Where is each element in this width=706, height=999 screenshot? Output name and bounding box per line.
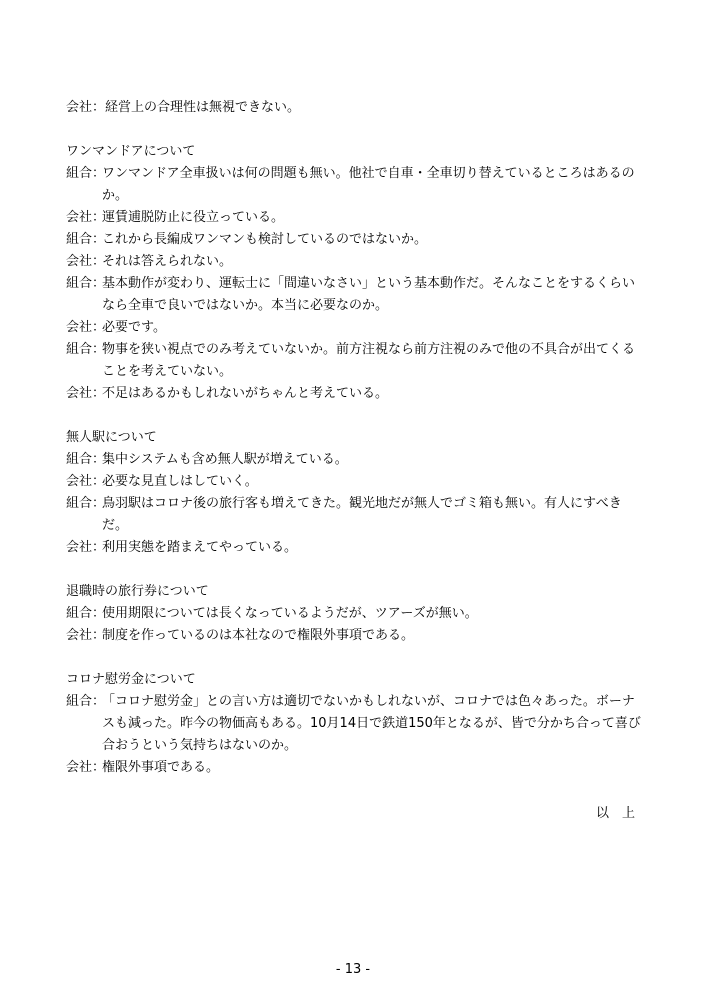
dialogue-entry	[66, 317, 646, 339]
speaker-label: 会社：	[66, 540, 106, 555]
statement-text: 経営上の合理性は無視できない。	[105, 100, 301, 115]
dialogue-entry	[66, 471, 646, 493]
statement-text: 運賃逋脱防止に役立っている。	[102, 210, 285, 225]
dialogue-entry	[66, 163, 646, 207]
statement-text: それは答えられない。	[102, 254, 233, 269]
speaker-label: 組合：	[66, 452, 106, 467]
dialogue-entry	[66, 603, 646, 625]
statement-text: 基本動作が変わり、運転士に「間違いなさい」という基本動作だ。そんなことをするくらいなら全車で良いではないか。本当に必要なのか。	[102, 276, 636, 313]
section-heading-unmanned-station: 無人駅について	[66, 430, 157, 445]
dialogue-entry	[66, 625, 646, 647]
dialogue-entry	[66, 207, 646, 229]
speaker-label: 組合：	[66, 166, 106, 181]
dialogue-entry	[66, 449, 646, 471]
speaker-label: 会社：	[66, 628, 106, 643]
dialogue-entry	[66, 251, 646, 273]
statement-text: ワンマンドア全車扱いは何の問題も無い。他社で自車・全車切り替えているところはあるのか。	[102, 166, 635, 203]
intro-line	[66, 97, 300, 119]
speaker-label: 会社：	[66, 254, 106, 269]
closing-mark: 以 上	[596, 806, 636, 821]
speaker-label: 組合：	[66, 606, 106, 621]
speaker-label: 会社：	[66, 100, 106, 115]
statement-text: 鳥羽駅はコロナ後の旅行客も増えてきた。観光地だが無人でゴミ箱も無い。有人にすべきだ。	[102, 496, 622, 533]
statement-text: 「コロナ慰労金」との言い方は適切でないかもしれないが、コロナでは色々あった。ボーナスも減った。昨今の物価高もある。10月14日で鉄道150年となるが、皆で分かち合って喜び合おうという気持ちはないのか。	[102, 694, 641, 753]
dialogue-entry	[66, 493, 646, 537]
dialogue-entry	[66, 691, 646, 757]
speaker-label: 組合：	[66, 342, 106, 357]
dialogue-entry	[66, 757, 646, 779]
page-number: - 13 -	[335, 962, 371, 977]
speaker-label: 会社：	[66, 386, 106, 401]
dialogue-entry	[66, 229, 646, 251]
speaker-label: 組合：	[66, 496, 106, 511]
section-heading-covid-bonus: コロナ慰労金について	[66, 672, 196, 687]
statement-text: これから長編成ワンマンも検討しているのではないか。	[102, 232, 428, 247]
statement-text: 物事を狭い視点でのみ考えていないか。前方注視なら前方注視のみで他の不具合が出てくることを考えていない。	[102, 342, 636, 379]
dialogue-entry	[66, 383, 646, 405]
statement-text: 必要な見直しはしていく。	[102, 474, 258, 489]
statement-text: 使用期限については長くなっているようだが、ツアーズが無い。	[102, 606, 478, 621]
speaker-label: 組合：	[66, 694, 106, 709]
speaker-label: 組合：	[66, 276, 106, 291]
speaker-label: 会社：	[66, 474, 106, 489]
statement-text: 不足はあるかもしれないがちゃんと考えている。	[102, 386, 389, 401]
speaker-label: 会社：	[66, 760, 106, 775]
section-heading-one-man-door: ワンマンドアについて	[66, 144, 196, 159]
dialogue-entry	[66, 273, 646, 317]
statement-text: 制度を作っているのは本社なので権限外事項である。	[102, 628, 415, 643]
dialogue-entry	[66, 537, 646, 559]
speaker-label: 会社：	[66, 210, 106, 225]
statement-text: 集中システムも含め無人駅が増えている。	[102, 452, 348, 467]
speaker-label: 会社：	[66, 320, 106, 335]
dialogue-entry	[66, 339, 646, 383]
statement-text: 権限外事項である。	[102, 760, 220, 775]
speaker-label: 組合：	[66, 232, 106, 247]
statement-text: 利用実態を踏まえてやっている。	[102, 540, 298, 555]
statement-text: 必要です。	[102, 320, 166, 335]
section-heading-retirement-travel-voucher: 退職時の旅行券について	[66, 584, 209, 599]
